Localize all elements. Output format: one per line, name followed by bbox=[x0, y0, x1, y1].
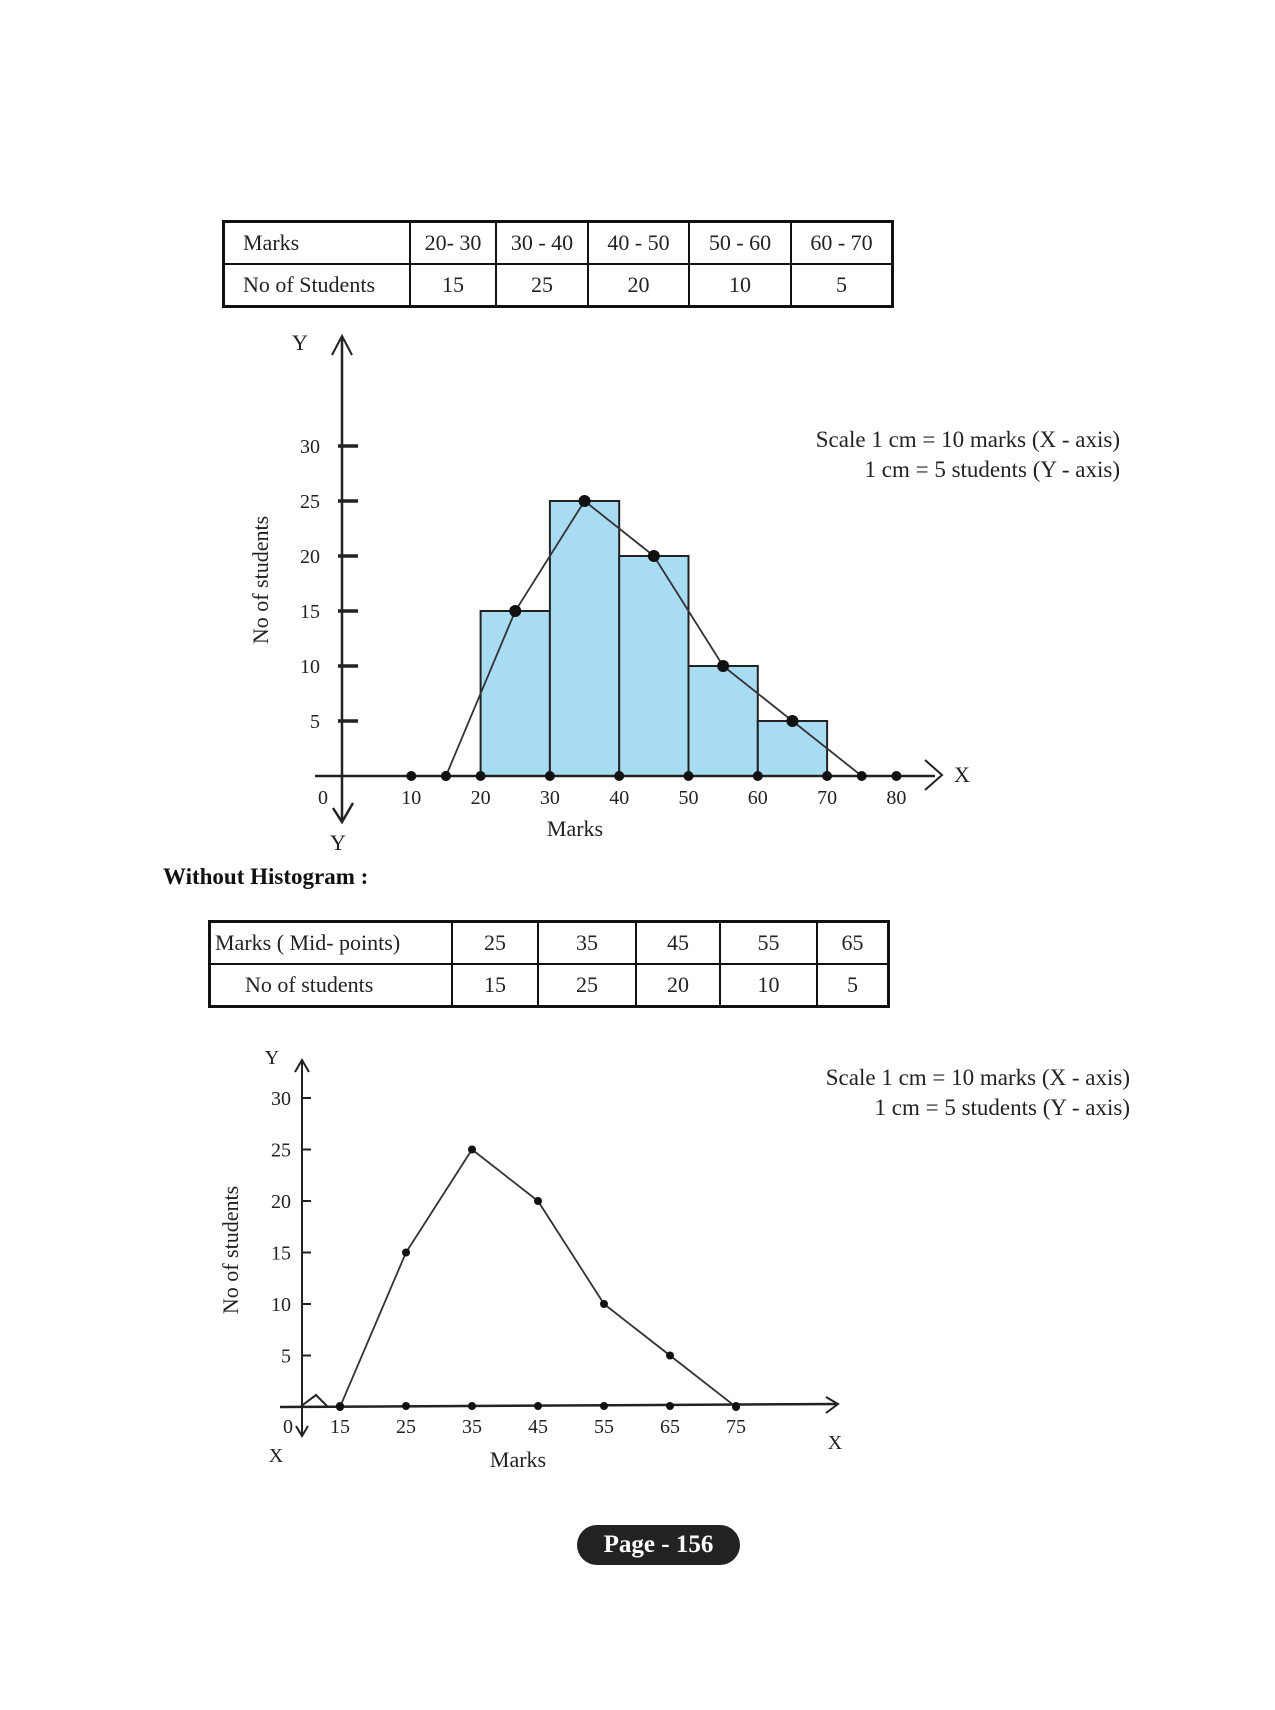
table-cell: 30 - 40 bbox=[496, 222, 588, 265]
table-cell: 65 bbox=[817, 922, 889, 965]
x-tick-label: 55 bbox=[594, 1416, 614, 1438]
scale-note bbox=[750, 1063, 1130, 1123]
polygon-point bbox=[648, 550, 660, 562]
origin-label: 0 bbox=[318, 787, 328, 809]
section-heading: Without Histogram : bbox=[163, 864, 369, 889]
table-row-label: No of Students bbox=[224, 264, 411, 307]
table-row-label: Marks bbox=[224, 222, 411, 265]
table-cell: 5 bbox=[791, 264, 893, 307]
x-tick-label: 40 bbox=[609, 787, 630, 809]
table-cell: 20 bbox=[588, 264, 689, 307]
table-cell: 40 - 50 bbox=[588, 222, 689, 265]
table-cell: 25 bbox=[496, 264, 588, 307]
histogram-bar bbox=[550, 501, 619, 776]
axis-break-zigzag bbox=[300, 1395, 328, 1407]
y-axis-letter-below: Y bbox=[330, 830, 346, 855]
table-cell: 10 bbox=[689, 264, 791, 307]
x-axis-dot bbox=[891, 771, 901, 781]
x-axis-dot bbox=[684, 771, 694, 781]
table-row bbox=[210, 922, 889, 965]
x-tick-label: 65 bbox=[660, 1416, 680, 1438]
table-row bbox=[210, 964, 889, 1007]
y-tick-label: 15 bbox=[271, 1242, 291, 1265]
scale-note-line: Scale 1 cm = 10 marks (X - axis) bbox=[825, 1065, 1130, 1090]
table-cell: 20 bbox=[636, 964, 720, 1007]
x-tick-label: 80 bbox=[886, 787, 907, 809]
x-axis-dot bbox=[822, 771, 832, 781]
table-cell: 10 bbox=[720, 964, 817, 1007]
polygon-point bbox=[509, 605, 521, 617]
polygon-point bbox=[579, 495, 591, 507]
polygon-point bbox=[600, 1300, 608, 1308]
table-cell: 5 bbox=[817, 964, 889, 1007]
histogram-bar bbox=[758, 721, 827, 776]
scale-note-line: 1 cm = 5 students (Y - axis) bbox=[864, 457, 1120, 482]
table-row bbox=[224, 222, 893, 265]
table-cell: 15 bbox=[452, 964, 538, 1007]
table-row bbox=[224, 264, 893, 307]
histogram-chart bbox=[0, 320, 1275, 860]
polygon-point bbox=[857, 771, 867, 781]
x-tick-label: 30 bbox=[539, 787, 560, 809]
polygon-point bbox=[336, 1403, 344, 1411]
polygon-point bbox=[402, 1249, 410, 1257]
y-tick-label: 20 bbox=[271, 1191, 291, 1213]
y-axis-letter: Y bbox=[264, 1047, 280, 1069]
histogram-bar bbox=[481, 611, 550, 776]
y-axis-title: No of students bbox=[248, 515, 273, 645]
x-axis-line bbox=[280, 1404, 838, 1407]
x-axis-dot bbox=[468, 1402, 476, 1410]
class-interval-table bbox=[222, 220, 894, 308]
scale-note-line: 1 cm = 5 students (Y - axis) bbox=[874, 1095, 1130, 1120]
x-tick-label: 75 bbox=[726, 1416, 746, 1438]
table-cell: 55 bbox=[720, 922, 817, 965]
polygon-point bbox=[534, 1197, 542, 1205]
table-cell: 50 - 60 bbox=[689, 222, 791, 265]
page-number-badge: Page - 156 bbox=[577, 1525, 740, 1565]
table-cell: 60 - 70 bbox=[791, 222, 893, 265]
y-tick-label: 20 bbox=[300, 546, 320, 568]
y-tick-label: 25 bbox=[300, 491, 320, 513]
x-axis-dot bbox=[614, 771, 624, 781]
x-axis-dot bbox=[402, 1402, 410, 1410]
table-cell: 20- 30 bbox=[410, 222, 496, 265]
histogram-bar bbox=[619, 556, 688, 776]
x-tick-label: 45 bbox=[528, 1416, 548, 1438]
x-axis-dot bbox=[534, 1402, 542, 1410]
polygon-point bbox=[666, 1352, 674, 1360]
x-axis-dot bbox=[476, 771, 486, 781]
x-tick-label: 60 bbox=[747, 787, 768, 809]
frequency-polygon-line bbox=[340, 1150, 736, 1408]
x-axis-letter: X bbox=[827, 1432, 843, 1454]
table-row-label: Marks ( Mid- points) bbox=[210, 922, 453, 965]
y-tick-label: 5 bbox=[281, 1345, 291, 1368]
x-tick-label: 70 bbox=[817, 787, 838, 809]
polygon-point bbox=[441, 771, 451, 781]
x-axis-dot bbox=[666, 1402, 674, 1410]
polygon-point bbox=[717, 660, 729, 672]
x-axis-dot bbox=[545, 771, 555, 781]
table-row-label: No of students bbox=[210, 964, 453, 1007]
histogram-bar bbox=[689, 666, 758, 776]
y-axis-title: No of students bbox=[218, 1185, 243, 1315]
x-axis-title: Marks bbox=[546, 816, 604, 841]
x-tick-label: 20 bbox=[470, 787, 491, 809]
x-tick-label: 15 bbox=[330, 1416, 350, 1438]
origin-label: 0 bbox=[283, 1416, 293, 1438]
x-axis-letter-below: X bbox=[268, 1445, 284, 1467]
x-tick-label: 50 bbox=[678, 787, 699, 809]
table-cell: 45 bbox=[636, 922, 720, 965]
x-tick-label: 10 bbox=[401, 787, 422, 809]
y-tick-label: 5 bbox=[310, 711, 320, 733]
y-axis-letter: Y bbox=[292, 330, 308, 355]
x-axis-dot bbox=[600, 1402, 608, 1410]
y-tick-label: 10 bbox=[300, 656, 320, 678]
y-tick-label: 30 bbox=[300, 436, 320, 458]
y-tick-label: 25 bbox=[271, 1139, 291, 1162]
polygon-point bbox=[786, 715, 798, 727]
table-cell: 25 bbox=[538, 964, 636, 1007]
polygon-point bbox=[732, 1403, 740, 1411]
table-cell: 35 bbox=[538, 922, 636, 965]
x-axis-letter: X bbox=[954, 762, 970, 787]
midpoint-table bbox=[208, 920, 890, 1008]
y-tick-label: 15 bbox=[300, 601, 320, 623]
polygon-point bbox=[468, 1146, 476, 1154]
x-axis-title: Marks bbox=[489, 1447, 547, 1472]
y-tick-label: 30 bbox=[271, 1088, 291, 1110]
table-cell: 25 bbox=[452, 922, 538, 965]
scale-note bbox=[740, 425, 1120, 485]
x-axis-dot bbox=[753, 771, 763, 781]
x-tick-label: 35 bbox=[462, 1416, 482, 1438]
x-tick-label: 25 bbox=[396, 1416, 416, 1438]
y-tick-label: 10 bbox=[271, 1294, 291, 1316]
scale-note-line: Scale 1 cm = 10 marks (X - axis) bbox=[815, 427, 1120, 452]
x-axis-dot bbox=[406, 771, 416, 781]
table-cell: 15 bbox=[410, 264, 496, 307]
